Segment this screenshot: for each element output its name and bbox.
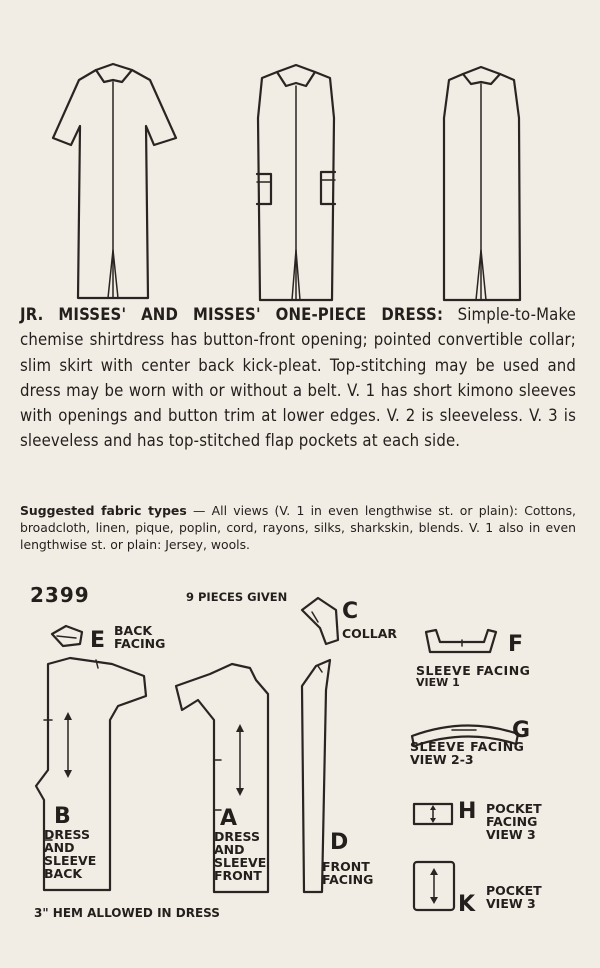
- fabric-heading: Suggested fabric types: [20, 503, 187, 518]
- pattern-description: [20, 302, 576, 454]
- piece-e-shape: [52, 626, 82, 646]
- piece-k-letter: K: [458, 892, 476, 917]
- piece-c-shape: [302, 598, 338, 644]
- fabric-suggestions: [20, 502, 576, 553]
- piece-g-letter: G: [512, 718, 531, 743]
- piece-c-name: COLLAR: [342, 626, 398, 641]
- piece-d-shape: [302, 660, 330, 892]
- pattern-number: 2399: [30, 583, 90, 607]
- piece-g-name: SLEEVE FACING VIEW 2-3: [410, 739, 525, 768]
- piece-b-letter: B: [54, 804, 71, 829]
- fabric-body: — All views (V. 1 in even lengthwise st. or plain): Cottons, broadcloth, linen, pique, poplin, cord, rayons, silks, sharkskin, blends. V. 1 also in even lengthwise st. or plain: Jersey, wools.: [20, 503, 576, 552]
- piece-a-letter: A: [220, 806, 238, 831]
- piece-d-name: FRONT FACING: [322, 859, 374, 888]
- hem-note: 3" HEM ALLOWED IN DRESS: [34, 906, 220, 920]
- piece-e-letter: E: [90, 628, 106, 653]
- piece-e-name: BACK FACING: [114, 623, 166, 652]
- piece-a-name: DRESS AND SLEEVE FRONT: [214, 829, 267, 884]
- piece-h-letter: H: [458, 799, 477, 824]
- piece-f-name: SLEEVE FACING VIEW 1: [416, 663, 531, 690]
- piece-c-letter: C: [342, 599, 359, 624]
- dress-view-1-illustration: [53, 64, 176, 298]
- piece-f-letter: F: [508, 632, 524, 657]
- dress-view-3-illustration: [257, 65, 335, 300]
- pieces-given: 9 PIECES GIVEN: [186, 590, 288, 604]
- piece-h-shape: [414, 804, 452, 824]
- dress-view-2-illustration: [444, 67, 520, 300]
- piece-d-letter: D: [330, 830, 349, 855]
- piece-f-shape: [426, 630, 496, 652]
- piece-k-shape: [414, 862, 454, 910]
- description-heading: JR. MISSES' AND MISSES' ONE-PIECE DRESS:: [20, 305, 444, 324]
- piece-k-name: POCKET VIEW 3: [486, 883, 542, 912]
- description-body: Simple-to-Make chemise shirtdress has button-front opening; pointed convertible collar; slim skirt with center back kick-pleat. Top-stitching may be used and dress may be worn with or without a belt. V. 1 has short kimono sleeves with openings and button trim at lower edges. V. 2 is sleeveless. V. 3 is sleeveless and has top-stitched flap pockets at each side.: [20, 305, 577, 451]
- piece-h-name: POCKET FACING VIEW 3: [486, 801, 542, 843]
- piece-b-name: DRESS AND SLEEVE BACK: [44, 827, 97, 882]
